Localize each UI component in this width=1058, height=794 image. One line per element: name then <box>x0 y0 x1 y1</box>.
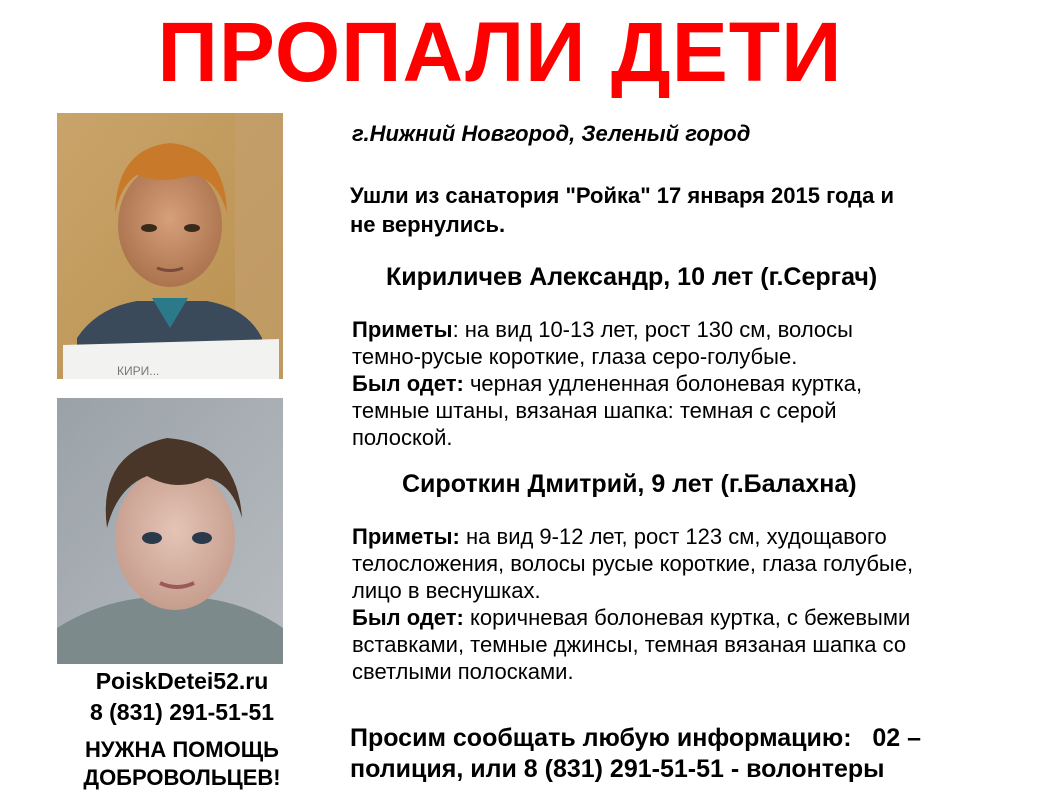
poster-title: ПРОПАЛИ ДЕТИ <box>157 5 843 99</box>
child1-signs-line-1 <box>352 316 1032 343</box>
child2-signs-line-1 <box>352 523 1032 550</box>
child1-signs-label: Приметы <box>352 317 453 342</box>
child2-clothes-line-2: вставками, темные джинсы, темная вязаная шапка со <box>352 632 907 657</box>
child1-name: Кириличев Александр, 10 лет (г.Сергач) <box>386 263 878 291</box>
child2-signs-line-3: лицо в веснушках. <box>352 578 541 603</box>
volunteers-line-1: НУЖНА ПОМОЩЬ <box>85 737 279 762</box>
appeal-line-1: Просим сообщать любую информацию: 02 – <box>350 724 922 752</box>
child2-description <box>352 523 1032 685</box>
phone-number[interactable]: 8 (831) 291-51-51 <box>89 699 275 725</box>
child2-signs-text-1: на вид 9-12 лет, рост 123 см, худощавого <box>459 524 887 549</box>
child2-clothes-label: Был одет: <box>352 605 464 630</box>
appeal-line-2: полиция, или 8 (831) 291-51-51 - волонтеры <box>350 755 885 783</box>
child1-clothes-label: Был одет: <box>352 371 464 396</box>
child2-clothes-line-1 <box>352 604 1032 631</box>
child1-signs-line-2: темно-русые короткие, глаза серо-голубые. <box>352 344 798 369</box>
child1-signs-text-1: : на вид 10-13 лет, рост 130 см, волосы <box>452 317 853 342</box>
intro-line-1: Ушли из санатория "Ройка" 17 января 2015 года и <box>350 183 894 208</box>
website-link[interactable]: PoiskDetei52.ru <box>95 668 269 694</box>
child2-photo <box>57 398 283 664</box>
child1-clothes-line-3: полоской. <box>352 425 453 450</box>
child2-clothes-line-3: светлыми полосками. <box>352 659 574 684</box>
appeal-text <box>350 723 1050 785</box>
child2-clothes-text-1: коричневая болоневая куртка, с бежевыми <box>463 605 911 630</box>
child2-name: Сироткин Дмитрий, 9 лет (г.Балахна) <box>402 470 857 498</box>
volunteers-line-2: ДОБРОВОЛЬЦЕВ! <box>83 765 281 790</box>
intro-line-2: не вернулись. <box>350 212 506 237</box>
child1-clothes-line-2: темные штаны, вязаная шапка: темная с серой <box>352 398 837 423</box>
child1-description <box>352 316 1032 451</box>
child1-clothes-line-1 <box>352 370 1032 397</box>
child2-signs-line-2: телосложения, волосы русые короткие, глаза голубые, <box>352 551 914 576</box>
child1-photo <box>57 113 283 379</box>
svg-text:КИРИ...: КИРИ... <box>117 364 160 378</box>
child2-signs-label: Приметы: <box>352 524 460 549</box>
location-text: г.Нижний Новгород, Зеленый город <box>352 121 751 146</box>
child1-clothes-text-1: черная удлененная болоневая куртка, <box>463 371 863 396</box>
